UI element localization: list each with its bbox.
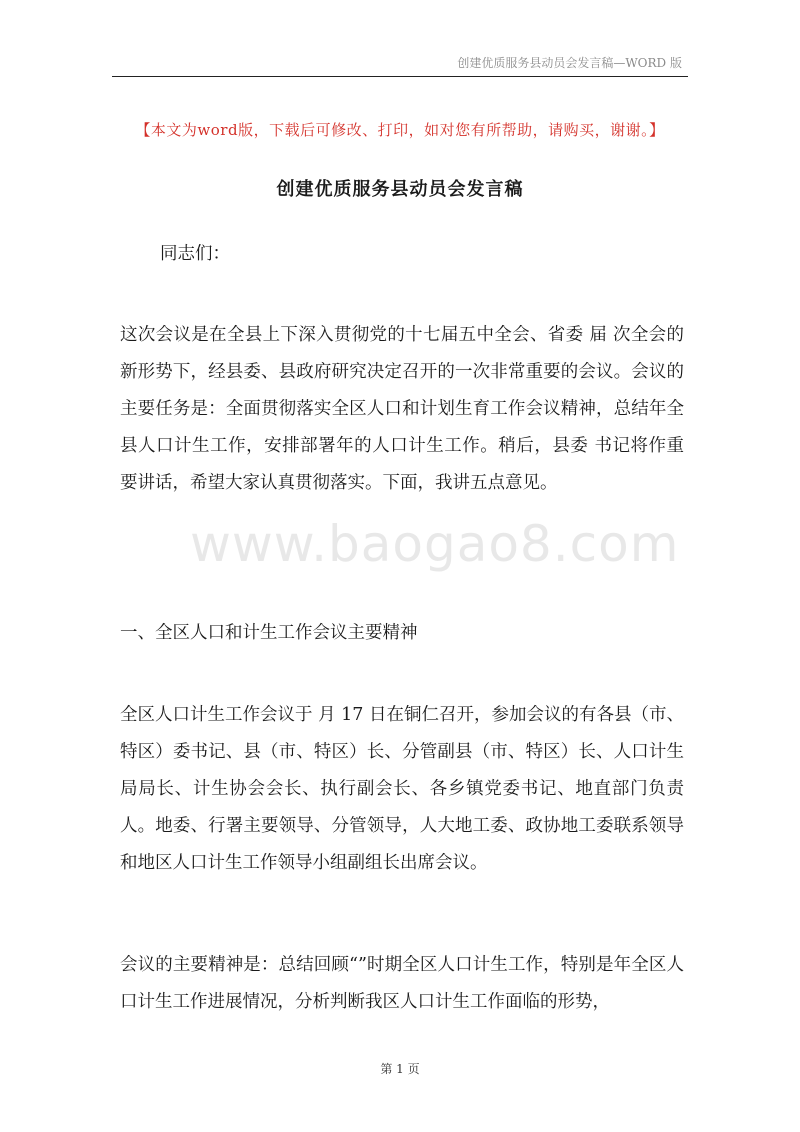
paragraph-meeting-spirit: 会议的主要精神是：总结回顾“”时期全区人口计生工作，特别是年全区人口计生工作进展情况，分析判断我区人口计生工作面临的形势，	[120, 955, 684, 1012]
paragraph-meeting-attendees: 全区人口计生工作会议于 月 17 日在铜仁召开，参加会议的有各县（市、特区）委书记、县（市、特区）长、分管副县（市、特区）长、人口计生局局长、计生协会会长、执行副会长、各乡镇党委书记、地直部门负责人。地委、行署主要领导、分管领导，人大地工委、政协地工委联系领导和地区人口计生工作领导小组副组长出席会议。	[120, 705, 684, 873]
document-title: 创建优质服务县动员会发言稿	[276, 179, 524, 200]
page-number: 第 1 页	[380, 1062, 420, 1076]
paragraph-intro: 这次会议是在全县上下深入贯彻党的十七届五中全会、省委 届 次全会的新形势下，经县委、县政府研究决定召开的一次非常重要的会议。会议的主要任务是：全面贯彻落实全区人口和计划生育工作会议精神，总结年全县人口计生工作，安排部署年的人口计生工作。稍后，县委 书记将作重要讲话，希望大家认真贯彻落实。下面，我讲五点意见。	[120, 325, 684, 493]
section-heading-1: 一、全区人口和计生工作会议主要精神	[120, 623, 418, 643]
greeting: 同志们：	[160, 244, 230, 264]
purchase-notice: 【本文为word版，下载后可修改、打印，如对您有所帮助，请购买，谢谢。】	[135, 121, 665, 139]
header-divider	[112, 76, 688, 77]
watermark: www.baogao8.com	[190, 515, 680, 573]
header-doc-label: 创建优质服务县动员会发言稿—WORD 版	[457, 56, 682, 70]
